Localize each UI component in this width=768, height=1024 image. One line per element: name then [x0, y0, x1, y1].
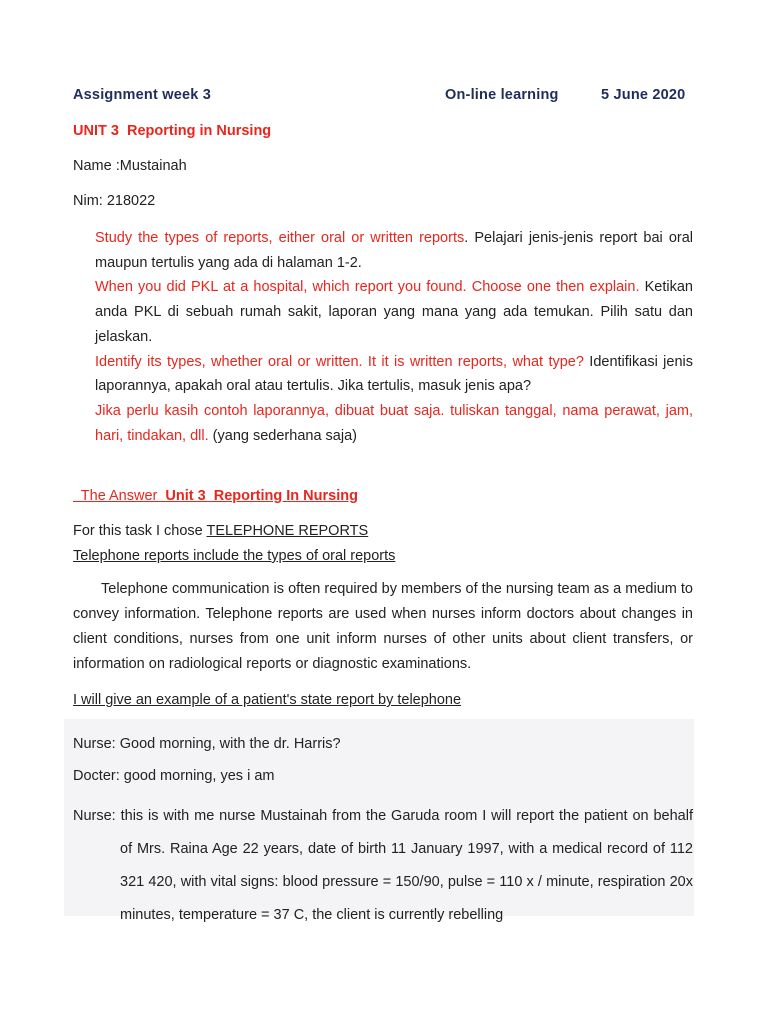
date-label: 5 June 2020 — [601, 87, 686, 103]
telephone-paragraph: Telephone communication is often required by members of the nursing team as a medium to convey information. Telephone reports are used when nurses inform doctors about changes in client conditions, nurses from one unit inform nurses of other units about client transfers, or information on radiological reports or diagnostic examinations. — [73, 581, 693, 672]
unit-title: UNIT 3 Reporting in Nursing — [73, 123, 272, 139]
instruction-2: When you did PKL at a hospital, which report you found. Choose one then explain. Ketikan anda PKL di sebuah rumah sakit, laporan yang mana yang ada temukan. Pilih satu dan jelaskan. — [95, 279, 693, 345]
example-heading: I will give an example of a patient's state report by telephone — [73, 692, 462, 708]
answer-heading: The Answer Unit 3 Reporting In Nursing — [73, 488, 358, 504]
student-name: Name :Mustainah — [73, 158, 187, 174]
report-types-line: Telephone reports include the types of oral reports — [73, 548, 396, 564]
dialog-line-3: Nurse: this is with me nurse Mustainah from the Garuda room I will report the patient on behalf of Mrs. Raina Age 22 years, date of birth 11 January 1997, with a medical record of 112 321 420, with vital signs: blood pressure = 150/90, pulse = 110 x / minute, respiration 20x minutes, temperature = 37 C, the client is currently rebelling — [73, 808, 693, 923]
instructions-block — [95, 226, 693, 448]
instruction-1: Study the types of reports, either oral or written reports. Pelajari jenis-jenis report bai oral maupun tertulis yang ada di halaman 1-2. — [95, 230, 694, 271]
mode-label: On-line learning — [445, 87, 559, 103]
chose-line: For this task I chose TELEPHONE REPORTS — [73, 523, 369, 539]
student-nim: Nim: 218022 — [73, 193, 156, 209]
chosen-report-type: TELEPHONE REPORTS — [206, 523, 369, 539]
dialog-line-1: Nurse: Good morning, with the dr. Harris? — [73, 736, 341, 752]
instruction-3: Identify its types, whether oral or written. It it is written reports, what type? Identifikasi jenis laporannya, apakah oral atau tertulis. Jika tertulis, masuk jenis apa? — [95, 353, 693, 395]
assignment-label: Assignment week 3 — [73, 87, 211, 103]
dialog-line-2: Docter: good morning, yes i am — [73, 768, 275, 784]
instruction-4: Jika perlu kasih contoh laporannya, dibuat buat saja. tuliskan tanggal, nama perawat, jam, hari, tindakan, dll. (yang sederhana saja) — [95, 402, 693, 444]
